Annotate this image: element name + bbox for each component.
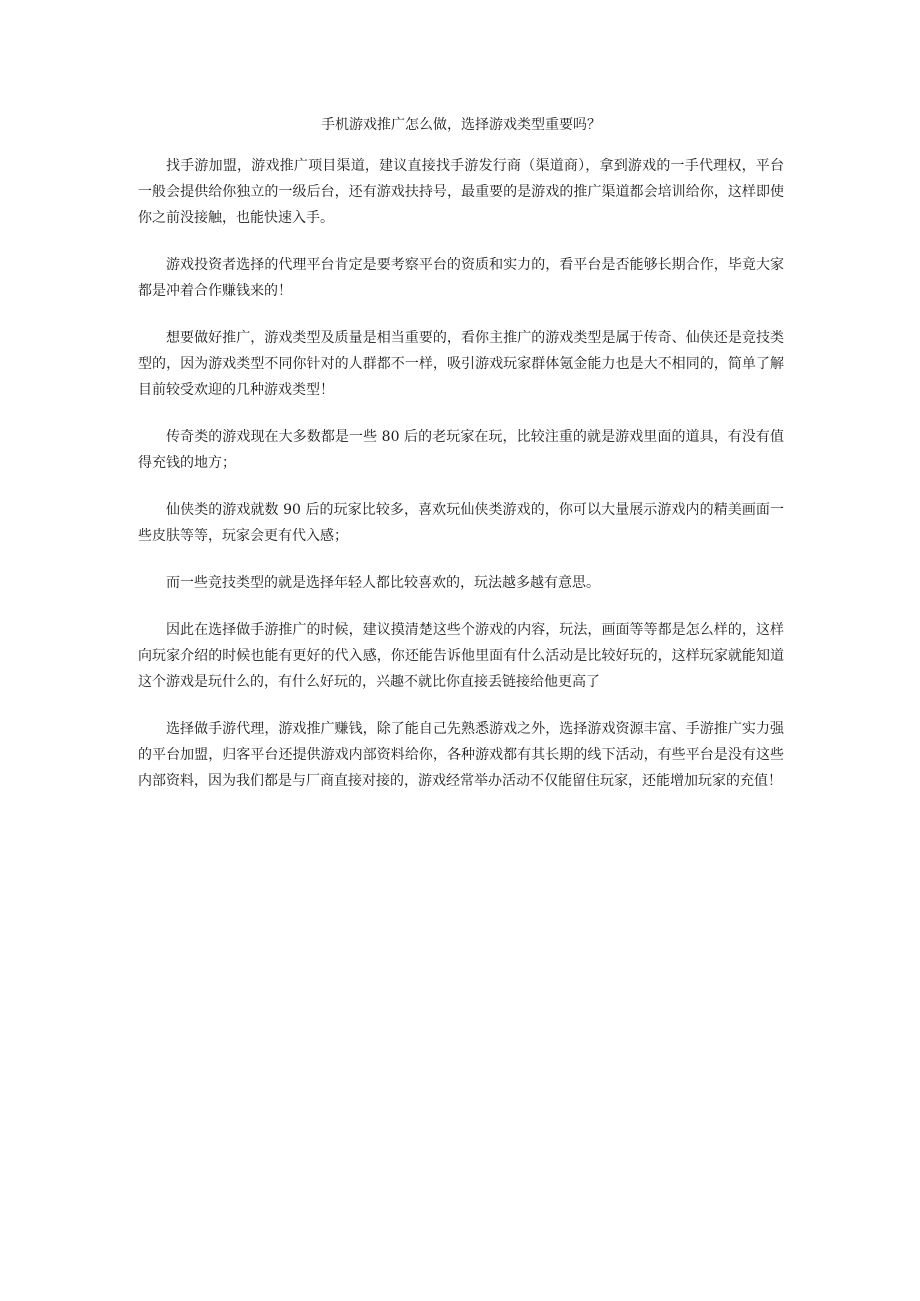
paragraph-4: 传奇类的游戏现在大多数都是一些 80 后的老玩家在玩，比较注重的就是游戏里面的道具，有没有值得充钱的地方； bbox=[138, 429, 784, 471]
paragraph-6: 而一些竞技类型的就是选择年轻人都比较喜欢的，玩法越多越有意思。 bbox=[166, 575, 600, 591]
paragraph-7: 因此在选择做手游推广的时候，建议摸清楚这些个游戏的内容，玩法，画面等等都是怎么样的，这样向玩家介绍的时候也能有更好的代入感，你还能告诉他里面有什么活动是比较好玩的，这样玩家就能知道这个游戏是玩什么的，有什么好玩的，兴趣不就比你直接丢链接给他更高了 bbox=[138, 622, 784, 690]
paragraph-5: 仙侠类的游戏就数 90 后的玩家比较多，喜欢玩仙侠类游戏的，你可以大量展示游戏内的精美画面一些皮肤等等，玩家会更有代入感； bbox=[138, 502, 784, 544]
paragraph-8: 选择做手游代理，游戏推广赚钱，除了能自己先熟悉游戏之外，选择游戏资源丰富、手游推广实力强的平台加盟，归客平台还提供游戏内部资料给你，各种游戏都有其长期的线下活动，有些平台是没有这些内部资料，因为我们都是与厂商直接对接的，游戏经常举办活动不仅能留住玩家，还能增加玩家的充值！ bbox=[138, 721, 784, 789]
paragraph-1: 找手游加盟，游戏推广项目渠道，建议直接找手游发行商（渠道商），拿到游戏的一手代理权，平台一般会提供给你独立的一级后台，还有游戏扶持号，最重要的是游戏的推广渠道都会培训给你，这样即使你之前没接触，也能快速入手。 bbox=[138, 158, 784, 226]
document-body bbox=[138, 112, 784, 815]
document-title: 手机游戏推广怎么做，选择游戏类型重要吗？ bbox=[321, 117, 601, 133]
paragraph-3: 想要做好推广，游戏类型及质量是相当重要的，看你主推广的游戏类型是属于传奇、仙侠还是竞技类型的，因为游戏类型不同你针对的人群都不一样，吸引游戏玩家群体氪金能力也是大不相同的，简单了解目前较受欢迎的几种游戏类型！ bbox=[138, 330, 784, 398]
paragraph-2: 游戏投资者选择的代理平台肯定是要考察平台的资质和实力的，看平台是否能够长期合作，毕竟大家都是冲着合作赚钱来的！ bbox=[138, 257, 784, 299]
